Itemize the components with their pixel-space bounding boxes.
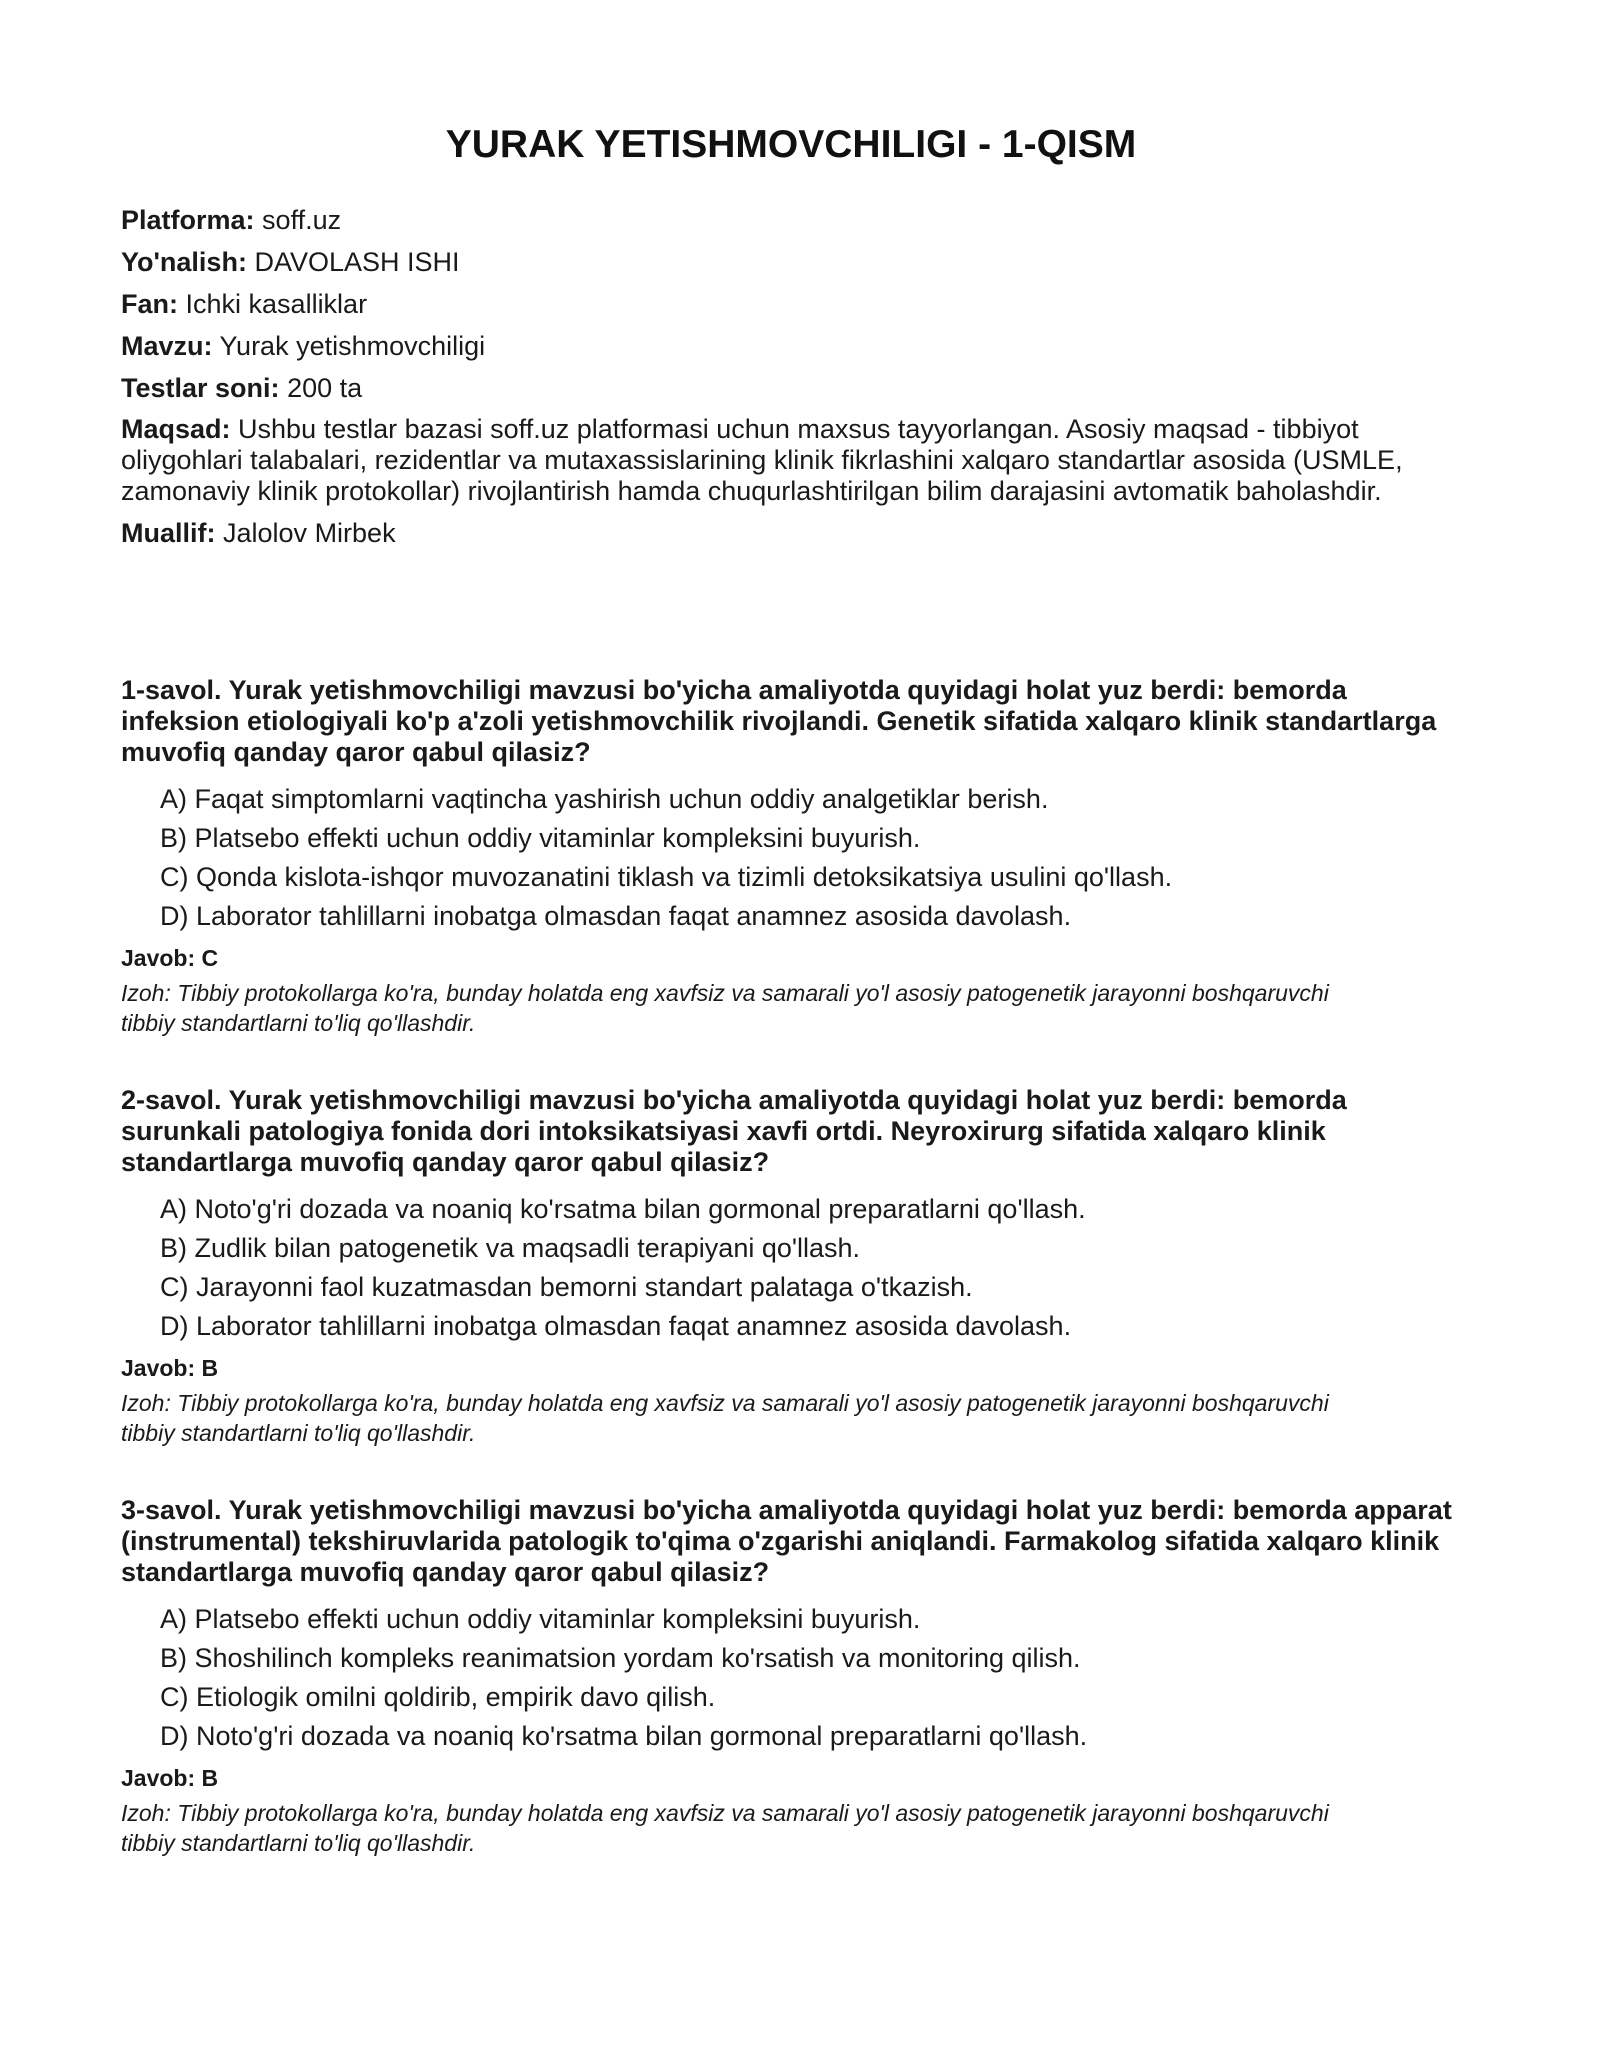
meta-value: Jalolov Mirbek [223, 518, 396, 548]
options-list [121, 1603, 1461, 1752]
option-d: D) Laborator tahlillarni inobatga olmasdan faqat anamnez asosida davolash. [160, 1311, 1072, 1341]
meta-yonalish [121, 246, 1461, 278]
meta-value: 200 ta [287, 373, 363, 403]
option-d: D) Laborator tahlillarni inobatga olmasdan faqat anamnez asosida davolash. [160, 901, 1072, 931]
meta-label: Fan: [121, 289, 178, 319]
meta-value: Ushbu testlar bazasi soff.uz platformasi uchun maxsus tayyorlangan. Asosiy maqsad - tibbiyot oliygohlari talabalari, rezidentlar va mutaxassislarining klinik fikrlashini xalqaro standartlar asosida (USMLE, zamonaviy klinik protokollar) rivojlantirish hamda chuqurlashtirilgan bilim darajasini avtomatik baholashdir. [121, 414, 1403, 506]
option-b: B) Shoshilinch kompleks reanimatsion yordam ko'rsatish va monitoring qilish. [160, 1643, 1081, 1673]
answer: Javob: C [121, 945, 219, 971]
questions-list [121, 675, 1461, 1905]
meta-mavzu [121, 330, 1461, 362]
option-c: C) Etiologik omilni qoldirib, empirik davo qilish. [160, 1682, 716, 1712]
question-2 [121, 1085, 1461, 1495]
meta-label: Testlar soni: [121, 373, 280, 403]
answer: Javob: B [121, 1355, 219, 1381]
options-list [121, 783, 1461, 932]
meta-maqsad [121, 414, 1461, 507]
answer: Javob: B [121, 1765, 219, 1791]
explanation: Izoh: Tibbiy protokollarga ko'ra, bunday holatda eng xavfsiz va samarali yo'l asosiy patogenetik jarayonni boshqaruvchi tibbiy standartlarni to'liq qo'llashdir. [121, 980, 1329, 1036]
meta-testlar-soni [121, 372, 1461, 404]
option-c: C) Qonda kislota-ishqor muvozanatini tiklash va tizimli detoksikatsiya usulini qo'llash. [160, 862, 1173, 892]
meta-label: Yo'nalish: [121, 247, 247, 277]
question-text: 3-savol. Yurak yetishmovchiligi mavzusi bo'yicha amaliyotda quyidagi holat yuz berdi: bemorda apparat (instrumental) tekshiruvlarida patologik to'qima o'zgarishi aniqlandi. Farmakolog sifatida xalqaro klinik standartlarga muvofiq qanday qaror qabul qilasiz? [121, 1495, 1452, 1587]
meta-value: DAVOLASH ISHI [254, 247, 460, 277]
meta-value: Ichki kasalliklar [185, 289, 368, 319]
document-title: YURAK YETISHMOVCHILIGI - 1-QISM [445, 123, 1137, 166]
question-1 [121, 675, 1461, 1085]
meta-value: soff.uz [262, 205, 342, 235]
metadata-block [121, 204, 1461, 559]
option-c: C) Jarayonni faol kuzatmasdan bemorni standart palataga o'tkazish. [160, 1272, 973, 1302]
option-d: D) Noto'g'ri dozada va noaniq ko'rsatma bilan gormonal preparatlarni qo'llash. [160, 1721, 1088, 1751]
question-text: 1-savol. Yurak yetishmovchiligi mavzusi bo'yicha amaliyotda quyidagi holat yuz berdi: bemorda infeksion etiologiyali ko'p a'zoli yetishmovchilik rivojlandi. Genetik sifatida xalqaro klinik standartlarga muvofiq qanday qaror qabul qilasiz? [121, 675, 1437, 767]
question-text: 2-savol. Yurak yetishmovchiligi mavzusi bo'yicha amaliyotda quyidagi holat yuz berdi: bemorda surunkali patologiya fonida dori intoksikatsiyasi xavfi ortdi. Neyroxirurg sifatida xalqaro klinik standartlarga muvofiq qanday qaror qabul qilasiz? [121, 1085, 1347, 1177]
option-a: A) Platsebo effekti uchun oddiy vitaminlar kompleksini buyurish. [160, 1604, 921, 1634]
options-list [121, 1193, 1461, 1342]
meta-fan [121, 288, 1461, 320]
option-a: A) Faqat simptomlarni vaqtincha yashirish uchun oddiy analgetiklar berish. [160, 784, 1049, 814]
meta-value: Yurak yetishmovchiligi [219, 331, 486, 361]
explanation: Izoh: Tibbiy protokollarga ko'ra, bunday holatda eng xavfsiz va samarali yo'l asosiy patogenetik jarayonni boshqaruvchi tibbiy standartlarni to'liq qo'llashdir. [121, 1390, 1329, 1446]
option-b: B) Platsebo effekti uchun oddiy vitaminlar kompleksini buyurish. [160, 823, 921, 853]
option-b: B) Zudlik bilan patogenetik va maqsadli terapiyani qo'llash. [160, 1233, 861, 1263]
explanation: Izoh: Tibbiy protokollarga ko'ra, bunday holatda eng xavfsiz va samarali yo'l asosiy patogenetik jarayonni boshqaruvchi tibbiy standartlarni to'liq qo'llashdir. [121, 1800, 1329, 1856]
option-a: A) Noto'g'ri dozada va noaniq ko'rsatma bilan gormonal preparatlarni qo'llash. [160, 1194, 1086, 1224]
meta-label: Platforma: [121, 205, 255, 235]
meta-muallif [121, 517, 1461, 549]
meta-label: Maqsad: [121, 414, 231, 444]
meta-platforma [121, 204, 1461, 236]
meta-label: Muallif: [121, 518, 216, 548]
meta-label: Mavzu: [121, 331, 213, 361]
question-3 [121, 1495, 1461, 1905]
